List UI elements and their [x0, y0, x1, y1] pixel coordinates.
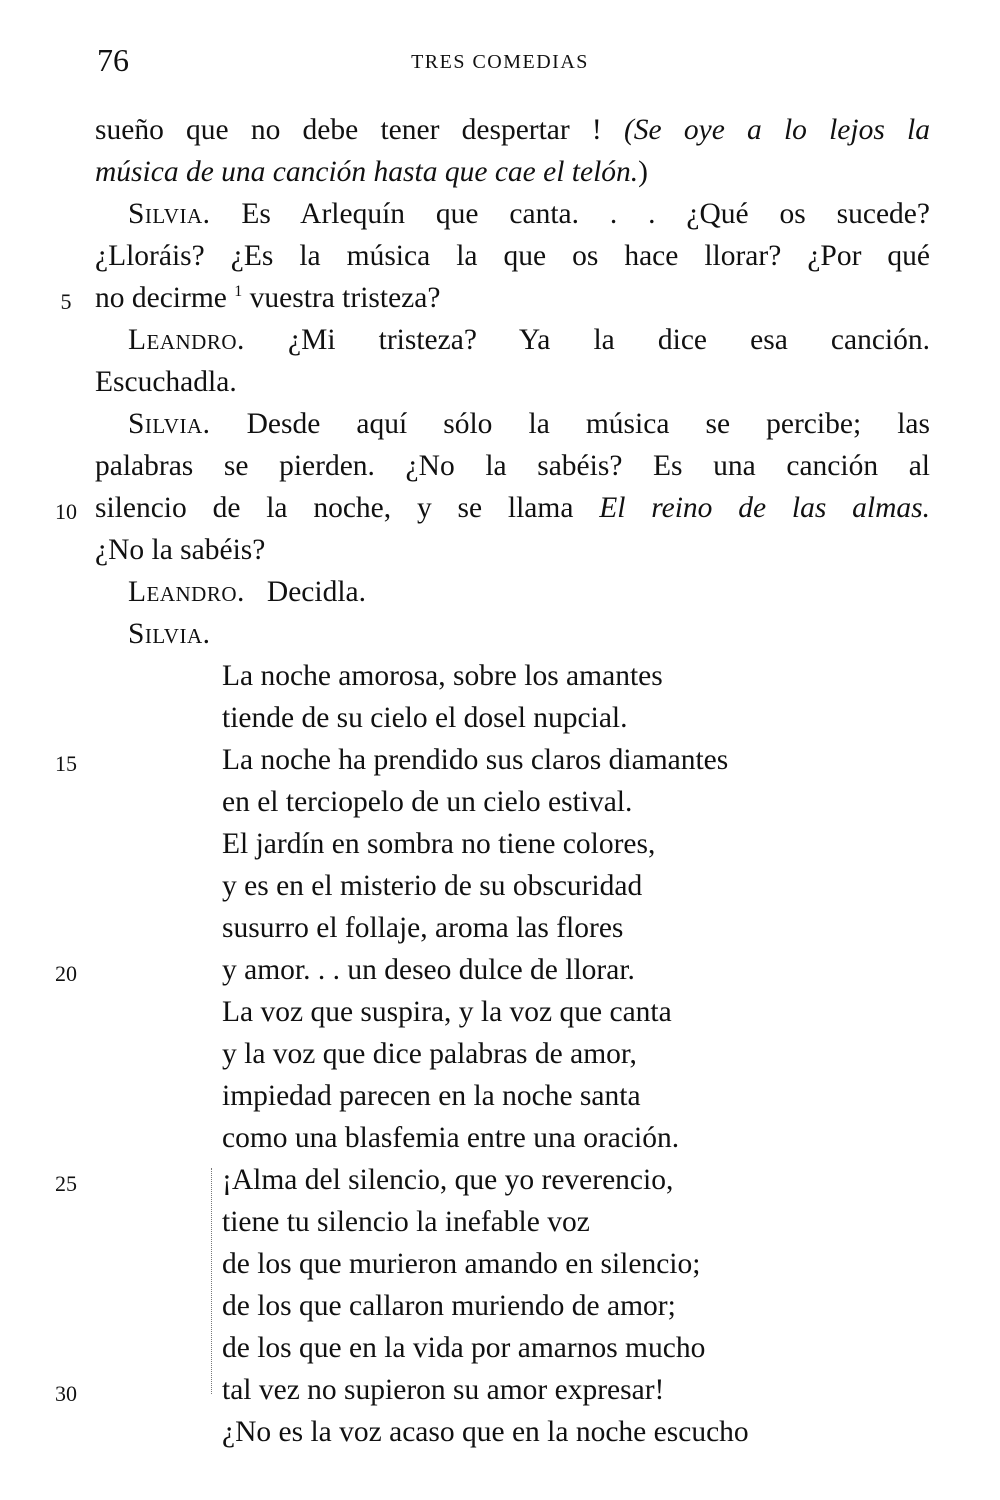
- speaker-name: Silvia.: [128, 408, 211, 440]
- prose-line-3: [128, 194, 930, 234]
- line-number-30: 30: [55, 1381, 77, 1406]
- page-number: 76: [97, 42, 129, 78]
- running-head: TRES COMEDIAS: [411, 51, 589, 73]
- line-number-25: 25: [55, 1171, 77, 1196]
- prose-line-7: Escuchadla.: [95, 366, 237, 398]
- prose-line-4: ¿Lloráis? ¿Es la música la que os hace llorar? ¿Por qué: [95, 240, 930, 272]
- prose-line-9: palabras se pierden. ¿No la sabéis? Es una canción al: [95, 450, 930, 482]
- prose-line-6: [128, 320, 930, 360]
- verse-line: como una blasfemia entre una oración.: [222, 1122, 680, 1154]
- verse-line: de los que callaron muriendo de amor;: [222, 1290, 676, 1322]
- verse-line: y es en el misterio de su obscuridad: [222, 870, 643, 902]
- speech-text: Decidla.: [266, 576, 367, 608]
- verse-line: La noche ha prendido sus claros diamantes: [222, 744, 729, 776]
- prose-line-1: [95, 110, 930, 150]
- verse-line: La voz que suspira, y la voz que canta: [222, 996, 672, 1028]
- stage-direction: (Se oye a lo lejos la: [623, 114, 930, 146]
- speaker-name: Silvia.: [128, 618, 211, 650]
- speech-text: ¿Mi tristeza? Ya la dice esa canción.: [288, 324, 930, 356]
- prose-line-10-text: silencio de la noche, y se llama: [95, 492, 600, 524]
- line-number-20: 20: [55, 961, 77, 986]
- verse-line: impiedad parecen en la noche santa: [222, 1080, 641, 1112]
- speaker-name: Silvia.: [128, 198, 211, 230]
- song-title: El reino de las almas.: [599, 492, 930, 524]
- line-number-10: 10: [55, 499, 77, 524]
- verse-line: de los que murieron amando en silencio;: [222, 1248, 701, 1280]
- verse-line: La noche amorosa, sobre los amantes: [222, 660, 663, 692]
- margin-mark: [211, 1168, 212, 1394]
- line-number-15: 15: [55, 751, 77, 776]
- prose-line-5-after: vuestra tristeza?: [242, 282, 441, 314]
- verse-line: y amor. . . un deseo dulce de llorar.: [222, 954, 635, 986]
- verse-line: de los que en la vida por amarnos mucho: [222, 1332, 706, 1364]
- line-number-5: 5: [60, 289, 72, 314]
- prose-line-2: [95, 152, 930, 192]
- verse-line: El jardín en sombra no tiene colores,: [222, 828, 656, 860]
- verse-line: y la voz que dice palabras de amor,: [222, 1038, 637, 1070]
- prose-line-12: [128, 572, 930, 612]
- stage-direction-cont: música de una canción hasta que cae el telón.: [95, 156, 639, 188]
- prose-line-5: [95, 278, 930, 318]
- prose-line-8: [128, 404, 930, 444]
- verse-line: tiene tu silencio la inefable voz: [222, 1206, 590, 1238]
- speech-text: Es Arlequín que canta. . . ¿Qué os sucede?: [241, 198, 930, 230]
- stage-direction-close: ): [638, 156, 648, 188]
- speaker-name: Leandro.: [128, 324, 245, 356]
- prose-line-11: ¿No la sabéis?: [95, 534, 266, 566]
- verse-line: susurro el follaje, aroma las flores: [222, 912, 624, 944]
- footnote-marker: 1: [234, 283, 243, 300]
- speech-text: Desde aquí sólo la música se percibe; las: [246, 408, 930, 440]
- prose-line-1-text: sueño que no debe tener despertar !: [95, 114, 624, 146]
- verse-line: tal vez no supieron su amor expresar!: [222, 1374, 665, 1406]
- verse-line: ¿No es la voz acaso que en la noche escucho: [222, 1416, 749, 1448]
- verse-line: ¡Alma del silencio, que yo reverencio,: [222, 1164, 674, 1196]
- prose-line-5-before: no decirme: [95, 282, 235, 314]
- prose-line-13: [128, 614, 930, 654]
- prose-line-10: [95, 488, 930, 528]
- verse-line: en el terciopelo de un cielo estival.: [222, 786, 633, 818]
- speaker-name: Leandro.: [128, 576, 245, 608]
- verse-line: tiende de su cielo el dosel nupcial.: [222, 702, 628, 734]
